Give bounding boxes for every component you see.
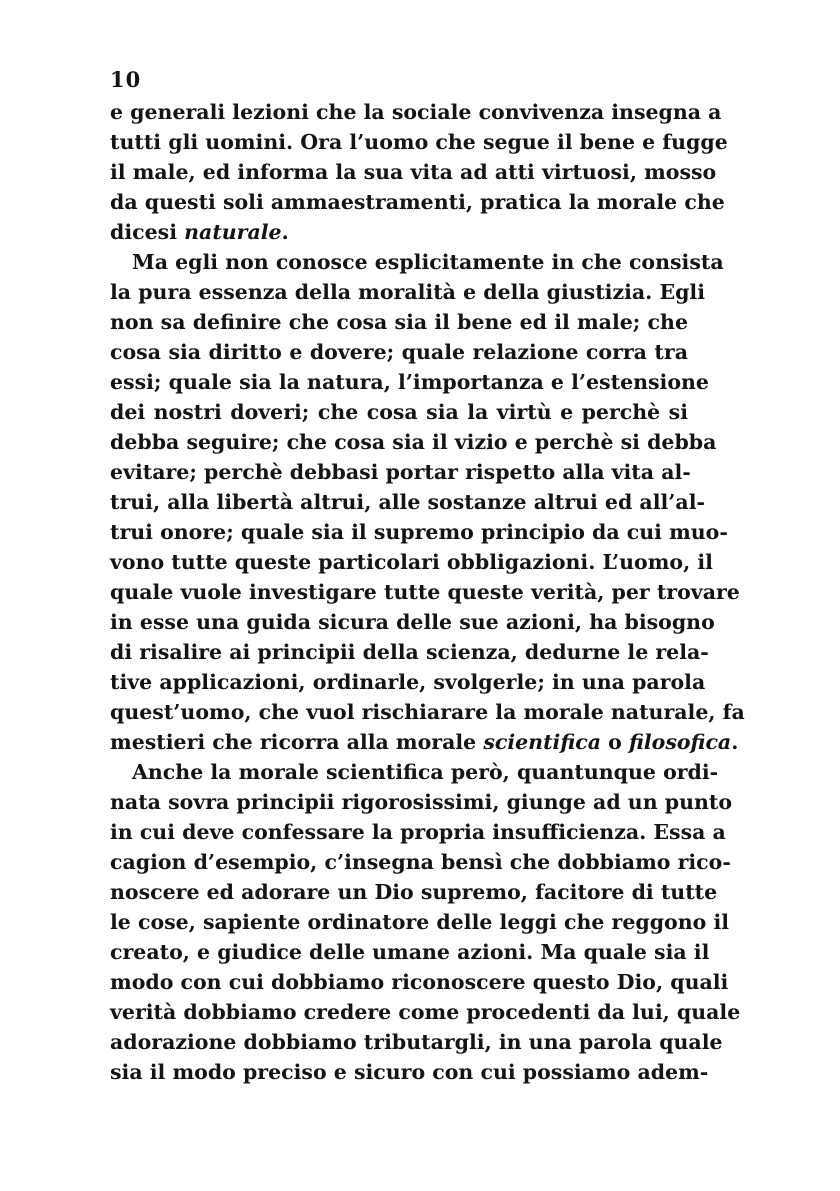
text-line: il male, ed informa la sua vita ad atti virtuosi, mosso <box>110 160 717 184</box>
paragraph <box>110 247 745 757</box>
text-fragment: dicesi <box>110 220 185 244</box>
text-line: la pura essenza della moralità e della giustizia. Egli <box>110 280 705 304</box>
text-fragment: . <box>281 220 289 244</box>
text-line <box>110 727 739 757</box>
text-line: non sa definire che cosa sia il bene ed il male; che <box>110 310 688 334</box>
text-line: cagion d’esempio, c’insegna bensì che dobbiamo rico- <box>110 850 731 874</box>
text-line: quest’uomo, che vuol rischiarare la morale naturale, fa <box>110 700 745 724</box>
text-line: Ma egli non conosce esplicitamente in che consista <box>132 250 724 274</box>
text-line: modo con cui dobbiamo riconoscere questo Dio, quali <box>110 970 729 994</box>
italic-term: scientifica <box>483 730 602 754</box>
text-line: Anche la morale scientifica però, quantunque ordi- <box>132 760 719 784</box>
text-line: verità dobbiamo credere come procedenti da lui, quale <box>110 1000 741 1024</box>
text-line: in cui deve confessare la propria insufficienza. Essa a <box>110 820 726 844</box>
paragraph <box>110 97 728 247</box>
text-line: evitare; perchè debbasi portar rispetto alla vita al- <box>110 460 691 484</box>
body-text <box>110 97 745 1087</box>
text-line <box>110 217 688 247</box>
text-line: tutti gli uomini. Ora l’uomo che segue il bene e fugge <box>110 130 728 154</box>
text-line: le cose, sapiente ordinatore delle leggi che reggono il <box>110 910 730 934</box>
italic-term: naturale <box>184 220 282 244</box>
text-line: di risalire ai principii della scienza, dedurne le rela- <box>110 640 709 664</box>
text-line: adorazione dobbiamo tributargli, in una parola quale <box>110 1030 723 1054</box>
text-fragment: o <box>601 730 629 754</box>
text-line: tive applicazioni, ordinarle, svolgerle; in una parola <box>110 670 706 694</box>
text-line: noscere ed adorare un Dio supremo, facitore di tutte <box>110 880 718 904</box>
text-line: trui onore; quale sia il supremo principio da cui muo- <box>110 520 728 544</box>
text-line: trui, alla libertà altrui, alle sostanze altrui ed all’al- <box>110 490 705 514</box>
paragraph <box>110 757 741 1087</box>
text-line: creato, e giudice delle umane azioni. Ma quale sia il <box>110 940 710 964</box>
text-fragment: . <box>731 730 739 754</box>
text-line: da questi soli ammaestramenti, pratica la morale che <box>110 190 725 214</box>
text-line: cosa sia diritto e dovere; quale relazione corra tra <box>110 340 688 364</box>
text-line: e generali lezioni che la sociale convivenza insegna a <box>110 100 722 124</box>
text-line: in esse una guida sicura delle sue azioni, ha bisogno <box>110 610 715 634</box>
italic-term: filosofica <box>628 730 732 754</box>
text-line: vono tutte queste particolari obbligazioni. L’uomo, il <box>110 550 713 574</box>
text-line: debba seguire; che cosa sia il vizio e perchè si debba <box>110 430 717 454</box>
text-line: dei nostri doveri; che cosa sia la virtù e perchè si <box>110 400 688 424</box>
text-fragment: mestieri che ricorra alla morale <box>110 730 484 754</box>
page-number: 10 <box>110 67 142 92</box>
text-line: essi; quale sia la natura, l’importanza e l’estensione <box>110 370 709 394</box>
text-line: sia il modo preciso e sicuro con cui possiamo adem- <box>110 1060 709 1084</box>
text-line: quale vuole investigare tutte queste verità, per trovare <box>110 580 740 604</box>
text-line: nata sovra principii rigorosissimi, giunge ad un punto <box>110 790 733 814</box>
